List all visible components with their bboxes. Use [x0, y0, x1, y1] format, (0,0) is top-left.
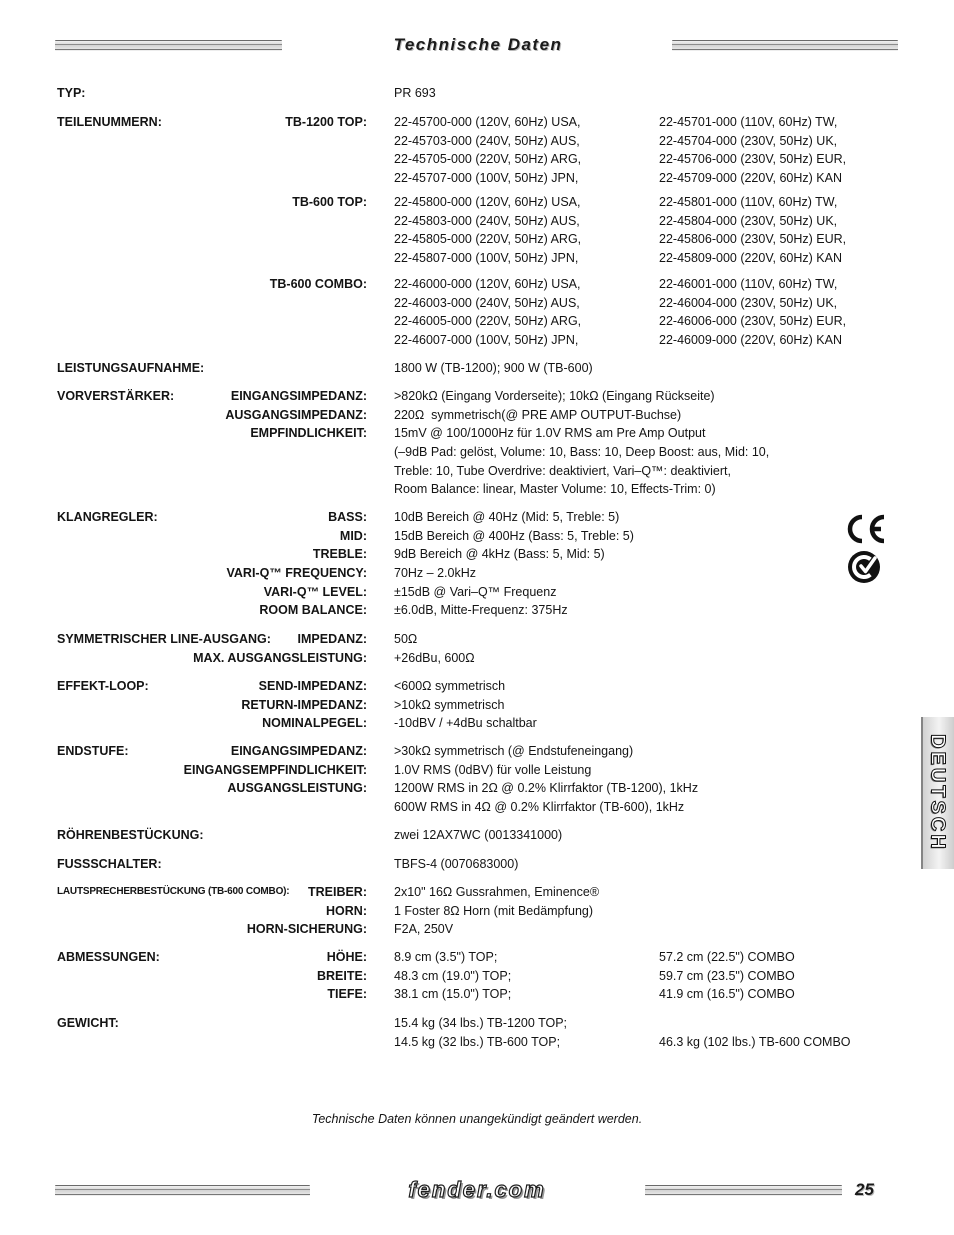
spec-value: Treble: 10, Tube Overdrive: deaktiviert, Vari–Q™: deaktiviert,: [394, 463, 731, 478]
certification-marks: [846, 513, 888, 585]
sub-label: RETURN-IMPEDANZ:: [241, 697, 367, 712]
spec-value: 41.9 cm (16.5") COMBO: [659, 987, 795, 1002]
sub-label: BREITE:: [317, 968, 367, 983]
part-number: 22-45705-000 (220V, 50Hz) ARG,: [394, 152, 582, 167]
spec-value: 1.0V RMS (0dBV) für volle Leistung: [394, 762, 592, 777]
part-number: 22-45707-000 (100V, 50Hz) JPN,: [394, 170, 579, 185]
sub-label: NOMINALPEGEL:: [262, 716, 367, 731]
abmessungen-combo-values: [659, 948, 795, 1004]
footnote: Technische Daten können unangekündigt geändert werden.: [311, 1112, 643, 1126]
lautsprecher-sub-labels: [150, 883, 367, 939]
part-number: 22-46009-000 (220V, 60Hz) KAN: [659, 332, 842, 347]
vorverstaerker-sub-labels: [150, 387, 367, 443]
spec-value: 46.3 kg (102 lbs.) TB-600 COMBO: [659, 1034, 851, 1049]
model-label: TB-600 COMBO:: [269, 277, 367, 291]
language-tab: [921, 717, 954, 869]
abmessungen-sub-labels: [150, 948, 367, 1004]
fussschalter-label: FUSSSCHALTER:: [57, 857, 162, 871]
lautsprecher-values: [394, 883, 599, 939]
part-number: 22-46007-000 (100V, 50Hz) JPN,: [394, 332, 579, 347]
spec-value: 50Ω: [394, 632, 418, 646]
sub-label: IMPEDANZ:: [297, 632, 367, 646]
sub-label: EMPFINDLICHKEIT:: [250, 426, 367, 441]
teilenummern-label: TEILENUMMERN:: [57, 115, 162, 129]
sub-label: ROOM BALANCE:: [259, 603, 367, 618]
sub-label: EINGANGSIMPEDANZ:: [230, 389, 367, 403]
model-label: TB-1200 TOP:: [285, 115, 367, 129]
effekt-loop-label: EFFEKT-LOOP:: [57, 679, 149, 693]
vorverstaerker-values: [394, 387, 769, 499]
klangregler-label: KLANGREGLER:: [57, 510, 158, 524]
sub-label: EINGANGSEMPFINDLICHKEIT:: [183, 762, 367, 777]
spec-value: 57.2 cm (22.5") COMBO: [659, 950, 795, 964]
part-number: 22-45706-000 (230V, 50Hz) EUR,: [659, 152, 847, 167]
footer-site: fender.com: [408, 1177, 546, 1202]
part-number: 22-45804-000 (230V, 50Hz) UK,: [659, 213, 838, 228]
typ-label: TYP:: [57, 86, 86, 100]
part-number: 22-45803-000 (240V, 50Hz) AUS,: [394, 213, 580, 228]
spec-value: 14.5 kg (32 lbs.) TB-600 TOP;: [394, 1034, 561, 1049]
spec-value: >30kΩ symmetrisch (@ Endstufeneingang): [394, 744, 634, 758]
part-number: 22-45709-000 (220V, 60Hz) KAN: [659, 170, 842, 185]
klangregler-sub-labels: [150, 508, 367, 620]
part-numbers-col2: [659, 113, 846, 188]
klangregler-values: [394, 508, 634, 620]
spec-value: 15dB Bereich @ 400Hz (Bass: 5, Treble: 5): [394, 528, 634, 543]
part-number: 22-45809-000 (220V, 60Hz) KAN: [659, 250, 842, 265]
spec-value: >820kΩ (Eingang Vorderseite); 10kΩ (Eingang Rückseite): [394, 389, 715, 403]
header-rule-right: [672, 40, 898, 51]
part-number: 22-45800-000 (120V, 60Hz) USA,: [394, 195, 581, 209]
part-numbers-col1: [394, 275, 581, 350]
spec-value: 38.1 cm (15.0") TOP;: [394, 987, 512, 1002]
sub-label: SEND-IMPEDANZ:: [258, 679, 367, 693]
spec-value: Room Balance: linear, Master Volume: 10, Effects-Trim: 0): [394, 482, 716, 497]
spec-value: 1200W RMS in 2Ω @ 0.2% Klirrfaktor (TB-1200), 1kHz: [394, 781, 699, 796]
part-number: 22-46005-000 (220V, 50Hz) ARG,: [394, 314, 582, 329]
c-tick-icon: [848, 551, 880, 583]
spec-value: 70Hz – 2.0kHz: [394, 565, 476, 580]
sub-label: HORN:: [326, 903, 367, 918]
part-numbers-col1: [394, 113, 581, 188]
lautsprecher-label: LAUTSPRECHERBESTÜCKUNG (TB-600 COMBO):: [57, 886, 290, 897]
sub-label: HÖHE:: [326, 950, 367, 964]
part-number: 22-45703-000 (240V, 50Hz) AUS,: [394, 133, 580, 148]
sub-label: AUSGANGSLEISTUNG:: [227, 781, 367, 796]
endstufe-values: [394, 742, 698, 817]
spec-value: 59.7 cm (23.5") COMBO: [659, 968, 795, 983]
model-label: TB-600 TOP:: [292, 195, 367, 209]
footer-rule-left: [55, 1185, 310, 1196]
part-number: 22-45801-000 (110V, 60Hz) TW,: [659, 195, 838, 209]
part-number: 22-45806-000 (230V, 50Hz) EUR,: [659, 232, 847, 247]
part-number: 22-46004-000 (230V, 50Hz) UK,: [659, 295, 838, 310]
spec-value: F2A, 250V: [394, 922, 454, 937]
effekt-loop-values: [394, 677, 537, 733]
part-number: 22-45704-000 (230V, 50Hz) UK,: [659, 133, 838, 148]
spec-value: -10dBV / +4dBu schaltbar: [394, 716, 537, 731]
sub-label: TIEFE:: [327, 987, 367, 1002]
gewicht-top-values: [394, 1014, 567, 1051]
spec-value: 220Ω symmetrisch(@ PRE AMP OUTPUT-Buchse): [394, 407, 682, 422]
footer-rule-right: [645, 1185, 842, 1196]
spec-value: 10dB Bereich @ 40Hz (Mid: 5, Treble: 5): [394, 510, 620, 524]
page-number: 25: [855, 1180, 874, 1199]
sub-label: BASS:: [328, 510, 367, 524]
roehren-label: RÖHRENBESTÜCKUNG:: [57, 828, 204, 842]
abmessungen-top-values: [394, 948, 511, 1004]
part-number: 22-45700-000 (120V, 60Hz) USA,: [394, 115, 581, 129]
endstufe-label: ENDSTUFE:: [57, 744, 129, 758]
typ-value: PR 693: [394, 86, 436, 100]
spec-value: ±15dB @ Vari–Q™ Frequenz: [394, 584, 557, 599]
part-number: 22-46001-000 (110V, 60Hz) TW,: [659, 277, 838, 291]
part-numbers-col2: [659, 275, 846, 350]
part-number: 22-45805-000 (220V, 50Hz) ARG,: [394, 232, 582, 247]
spec-value: 8.9 cm (3.5") TOP;: [394, 950, 498, 964]
spec-value: <600Ω symmetrisch: [394, 679, 506, 693]
sub-label: MAX. AUSGANGSLEISTUNG:: [193, 650, 367, 665]
page-title: Technische Daten: [393, 35, 563, 54]
header-rule-left: [55, 40, 282, 51]
sub-label: VARI-Q™ LEVEL:: [263, 584, 367, 599]
part-numbers-col2: [659, 193, 846, 268]
part-number: 22-45701-000 (110V, 60Hz) TW,: [659, 115, 838, 129]
sub-label: VARI-Q™ FREQUENCY:: [226, 565, 367, 580]
spec-value: 600W RMS in 4Ω @ 0.2% Klirrfaktor (TB-600), 1kHz: [394, 799, 685, 814]
spec-value: 48.3 cm (19.0") TOP;: [394, 968, 512, 983]
language-tab-label: DEUTSCH: [926, 734, 949, 852]
effekt-loop-sub-labels: [150, 677, 367, 733]
leistungsaufnahme-label: LEISTUNGSAUFNAHME:: [57, 361, 205, 375]
spec-value: 15.4 kg (34 lbs.) TB-1200 TOP;: [394, 1016, 568, 1030]
part-number: 22-46003-000 (240V, 50Hz) AUS,: [394, 295, 580, 310]
sub-label: TREIBER:: [307, 885, 367, 899]
spec-value: 1 Foster 8Ω Horn (mit Bedämpfung): [394, 903, 594, 918]
line-ausgang-label: SYMMETRISCHER LINE-AUSGANG:: [57, 632, 271, 646]
sub-label: TREBLE:: [312, 547, 367, 562]
gewicht-combo-values: [659, 1033, 851, 1052]
sub-label: MID:: [339, 528, 367, 543]
sub-label: HORN-SICHERUNG:: [246, 922, 367, 937]
part-number: 22-45807-000 (100V, 50Hz) JPN,: [394, 250, 579, 265]
spec-value: (–9dB Pad: gelöst, Volume: 10, Bass: 10, Deep Boost: aus, Mid: 10,: [394, 444, 770, 459]
endstufe-sub-labels: [150, 742, 367, 798]
spec-value: +26dBu, 600Ω: [394, 650, 475, 665]
spec-value: 2x10" 16Ω Gussrahmen, Eminence®: [394, 885, 600, 899]
ce-mark-icon: [850, 517, 884, 541]
fussschalter-value: TBFS-4 (0070683000): [394, 857, 519, 871]
abmessungen-label: ABMESSUNGEN:: [57, 950, 160, 964]
leistungsaufnahme-value: 1800 W (TB-1200); 900 W (TB-600): [394, 361, 593, 375]
part-number: 22-46000-000 (120V, 60Hz) USA,: [394, 277, 581, 291]
spec-value: ±6.0dB, Mitte-Frequenz: 375Hz: [394, 603, 568, 618]
spec-value: >10kΩ symmetrisch: [394, 697, 505, 712]
gewicht-label: GEWICHT:: [57, 1016, 119, 1030]
vorverstaerker-label: VORVERSTÄRKER:: [57, 389, 175, 403]
line-ausgang-values: [394, 630, 475, 667]
part-number: 22-46006-000 (230V, 50Hz) EUR,: [659, 314, 847, 329]
roehren-value: zwei 12AX7WC (0013341000): [394, 828, 563, 842]
part-numbers-col1: [394, 193, 581, 268]
line-ausgang-sub-labels: [150, 630, 367, 667]
sub-label: AUSGANGSIMPEDANZ:: [225, 407, 367, 422]
spec-value: 15mV @ 100/1000Hz für 1.0V RMS am Pre Amp Output: [394, 426, 706, 441]
sub-label: EINGANGSIMPEDANZ:: [230, 744, 367, 758]
spec-value: 9dB Bereich @ 4kHz (Bass: 5, Mid: 5): [394, 547, 605, 562]
